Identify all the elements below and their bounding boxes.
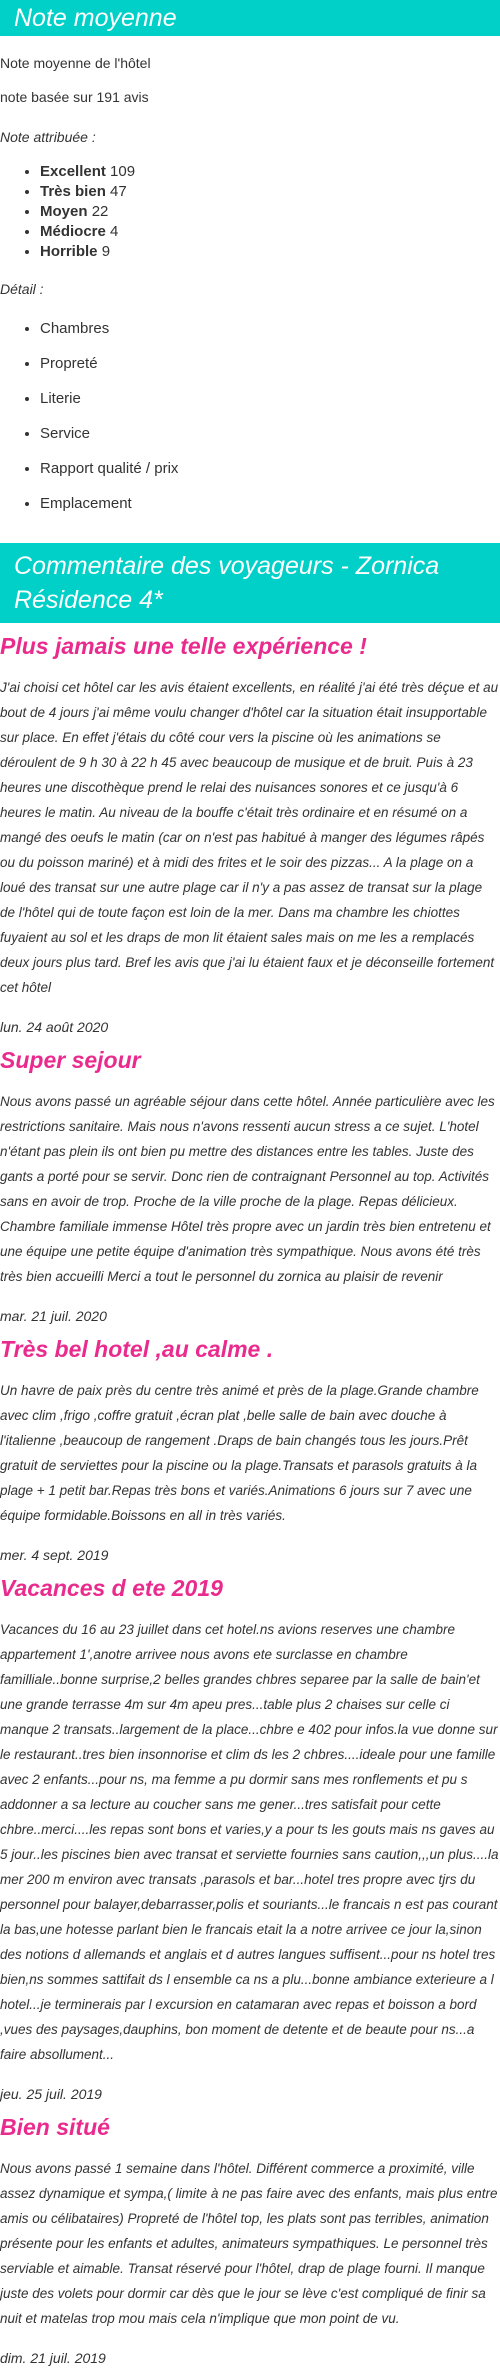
review-title: Super sejour xyxy=(0,1047,141,1073)
review xyxy=(0,1334,500,1565)
rating-count-item xyxy=(40,202,500,222)
review-date: mar. 21 juil. 2020 xyxy=(0,1308,107,1324)
rating-detail-item: • Propreté xyxy=(40,353,500,388)
review-title: Vacances d ete 2019 xyxy=(0,1575,223,1601)
review xyxy=(0,631,500,1037)
rating-count-label: Médiocre xyxy=(40,223,106,240)
rating-detail-item: • Literie xyxy=(40,388,500,423)
review-text: Vacances du 16 au 23 juillet dans cet hotel.ns avions reserves une chambre appartement 1',anotre arrivee nous avons ete surclasse en chambre familliale..bonne surprise,2 belles grandes chbres separee par la salle de bain'et une grande terrasse 4m sur 4m apeu pres...table plus 2 chaises sur celle ci manque 2 transats..largement de la place...chbre e 402 pour infos.la vue donne sur le restaurant..tres bien insonnorise et clim ds les 2 chbres....ideale pour une famille avec 2 enfants...pour ns, ma femme a pu dormir sans mes ronflements et pu s addonner a sa lecture au coucher sans me gener...tres satisfait pour cette chbre..merci....les repas sont bons et varies,y a pour ts les gouts mais ns gaves au 5 jour..les piscines bien avec transat et serviette fournies sans caution,,,un plus....la mer 200 m environ avec transats ,parasols et bar...hotel tres propre avec tjrs du personnel pour balayer,debarrasser,polis et souriants...le francais n est pas courant la bas,une hotesse parlant bien le francais etait la a notre arrivee ce jour la,sinon des notions d allemands et anglais et d autres langues suffisent...pour ns hotel tres bien,ns sommes sattifait ds l ensemble ca ns a plu...bonne ambiance exterieure a l hotel...je terminerais par l excursion en catamaran avec repas et boisson a bord ,vues des paysages,dauphins, bon moment de detente et de beaute pour ns...a faire absollument... xyxy=(0,1622,499,2062)
rating-details-list xyxy=(0,318,500,528)
rating-counts-list xyxy=(0,162,500,262)
rating-count-label: Très bien xyxy=(40,183,106,200)
rating-basis: note basée sur 191 avis xyxy=(0,89,149,105)
reviews-heading: Commentaire des voyageurs - Zornica Résidence 4* xyxy=(0,543,500,623)
rating-block xyxy=(0,53,500,528)
rating-count-value: 109 xyxy=(110,163,136,180)
review-text: Un havre de paix près du centre très animé et près de la plage.Grande chambre avec clim ,frigo ,coffre gratuit ,écran plat ,belle salle de bain avec douche à l'italienne ,beaucoup de rangement .Draps de bain changés tous les jours.Prêt gratuit de serviettes pour la piscine ou la plage.Transats et parasols gratuits à la plage + 1 petit bar.Repas très bons et variés.Animations 6 jours sur 7 avec une équipe formidable.Boissons en all in très variés. xyxy=(0,1383,479,1523)
review-date: jeu. 25 juil. 2019 xyxy=(0,2086,102,2102)
rating-detail-item: • Rapport qualité / prix xyxy=(40,458,500,493)
review-date: dim. 21 juil. 2019 xyxy=(0,2350,106,2366)
review-text: Nous avons passé un agréable séjour dans cette hôtel. Année particulière avec les restrictions sanitaire. Mais nous n'avons ressenti aucun stress a ce sujet. L'hotel n'étant pas plein ils ont bien pu mettre des distances entre les tables. Juste des gants a porté pour se servir. Donc rien de contraignant Personnel au top. Activités sans en avoir de trop. Proche de la ville proche de la plage. Repas délicieux. Chambre familiale immense Hôtel très propre avec un jardin très bien entretenu et une équipe une petite équipe d'animation très sympathique. Nous avons été très très bien accueilli Merci a tout le personnel du zornica au plaisir de revenir xyxy=(0,1094,495,1284)
review xyxy=(0,2112,500,2368)
review-text: J'ai choisi cet hôtel car les avis étaient excellents, en réalité j'ai été très déçue et au bout de 4 jours j'ai même voulu changer d'hôtel car la situation était insupportable sur place. En effet j'étais du côté cour vers la piscine où les animations se déroulent de 9 h 30 à 22 h 45 avec beaucoup de musique et de bruit. Puis à 23 heures une discothèque prend le relai des nuisances sonores et ce jusqu'à 6 heures le matin. Au niveau de la bouffe c'était très ordinaire et en résumé on a mangé des oeufs le matin (car on n'est pas habitué à manger des légumes râpés ou du poisson mariné) et à midi des frites et le soir des pizzas... A la plage on a loué des transat sur une autre plage car il n'y a pas assez de transat sur la plage de l'hôtel qui de toute façon est loin de la mer. Dans ma chambre les chiottes fuyaient au sol et les draps de mon lit étaient sales mais on me les a remplacés deux jours plus tard. Bref les avis que j'ai lu étaient faux et je déconseille fortement cet hôtel xyxy=(0,680,499,995)
rating-count-label: Horrible xyxy=(40,243,98,260)
rating-detail-label: Détail : xyxy=(0,281,44,297)
rating-count-value: 47 xyxy=(110,183,127,200)
rating-detail-item: • Service xyxy=(40,423,500,458)
rating-count-label: Moyen xyxy=(40,203,88,220)
rating-detail-item: • Emplacement xyxy=(40,493,500,528)
review-date: mer. 4 sept. 2019 xyxy=(0,1547,109,1563)
rating-count-label: Excellent xyxy=(40,163,106,180)
rating-count-value: 4 xyxy=(110,223,119,240)
review-title: Plus jamais une telle expérience ! xyxy=(0,633,367,659)
rating-label: Note moyenne de l'hôtel xyxy=(0,55,151,71)
rating-heading: Note moyenne xyxy=(0,0,500,36)
rating-count-item xyxy=(40,182,500,202)
rating-attributed-label: Note attribuée : xyxy=(0,129,96,145)
rating-count-item xyxy=(40,242,500,262)
review-text: Nous avons passé 1 semaine dans l'hôtel. Différent commerce a proximité, ville assez dynamique et sympa,( limite à ne pas faire avec des enfants, mais plus entre amis ou célibataires) Propreté de l'hôtel top, les plats sont pas terribles, animation présente pour les enfants et adultes, animateurs sympathiques. Le personnel très serviable et aimable. Transat réservé pour l'hôtel, drap de plage fourni. Il manque juste des volets pour dormir car dès que le jour se lève c'est compliqué de finir sa nuit et matelas trop mou mais cela n'implique que mon point de vu. xyxy=(0,2161,498,2326)
rating-count-value: 9 xyxy=(101,243,111,260)
rating-detail-item: • Chambres xyxy=(40,318,500,353)
review-title: Bien situé xyxy=(0,2114,110,2140)
rating-count-item xyxy=(40,162,500,182)
rating-count-value: 22 xyxy=(91,203,109,220)
review-date: lun. 24 août 2020 xyxy=(0,1019,109,1035)
rating-count-item xyxy=(40,222,500,242)
review xyxy=(0,1573,500,2104)
review-title: Très bel hotel ,au calme . xyxy=(0,1336,274,1362)
review xyxy=(0,1045,500,1326)
